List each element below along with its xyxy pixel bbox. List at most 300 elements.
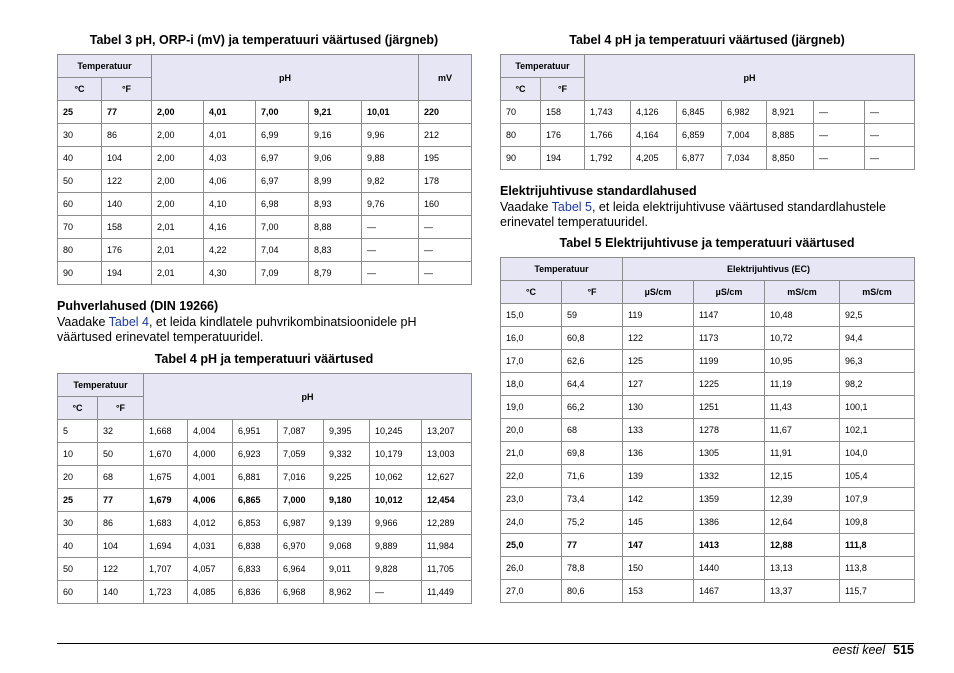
table-cell: 6,970 — [278, 535, 324, 558]
table-cell: 18,0 — [501, 373, 562, 396]
table-cell: — — [362, 262, 419, 285]
table-cell: 8,99 — [309, 170, 362, 193]
table-row — [501, 101, 915, 124]
table-row — [58, 147, 472, 170]
table-cell: 145 — [623, 511, 694, 534]
table-cell: 176 — [102, 239, 152, 262]
page-number: 515 — [893, 643, 914, 657]
table-cell: 60,8 — [562, 327, 623, 350]
table-cell: 109,8 — [840, 511, 915, 534]
table-cell: 27,0 — [501, 580, 562, 603]
ec-paragraph — [500, 200, 914, 230]
table-cell: 130 — [623, 396, 694, 419]
table-cell: 8,93 — [309, 193, 362, 216]
table-cell: 7,087 — [278, 420, 324, 443]
table-cell: 1,694 — [144, 535, 188, 558]
table-cell: 6,97 — [256, 147, 309, 170]
table4b-head-fahrenheit: °F — [541, 78, 585, 101]
table-cell: 8,885 — [767, 124, 814, 147]
table5-head-fahrenheit: °F — [562, 281, 623, 304]
buffers-heading: Puhverlahused (DIN 19266) — [57, 299, 219, 313]
table-row — [501, 511, 915, 534]
table-cell: 4,000 — [188, 443, 233, 466]
table-cell: 19,0 — [501, 396, 562, 419]
table-cell: 25 — [58, 101, 102, 124]
table-cell: 25,0 — [501, 534, 562, 557]
buffers-text-after: , et leida kindlatele puhvrikombinatsioonidele pH väärtused erinevatel temperatuuridel. — [57, 315, 417, 344]
table5-head-temperature: Temperatuur — [501, 258, 623, 281]
table-cell: 6,99 — [256, 124, 309, 147]
tabel4-link[interactable]: Tabel 4 — [108, 315, 149, 329]
table-cell: 4,012 — [188, 512, 233, 535]
table-cell: 6,859 — [677, 124, 722, 147]
table4b-head-ph: pH — [585, 55, 915, 101]
table-cell: 4,01 — [204, 101, 256, 124]
table-cell: 2,00 — [152, 193, 204, 216]
table-cell: 1225 — [694, 373, 765, 396]
table-cell: — — [419, 239, 472, 262]
table-cell: 2,01 — [152, 216, 204, 239]
table-cell: 6,853 — [233, 512, 278, 535]
table-row — [501, 419, 915, 442]
table5-head-ec: Elektrijuhtivus (EC) — [623, 258, 915, 281]
table-cell: 12,64 — [765, 511, 840, 534]
table-cell: 11,43 — [765, 396, 840, 419]
table-cell: 66,2 — [562, 396, 623, 419]
table-cell: 4,03 — [204, 147, 256, 170]
table-cell: 15,0 — [501, 304, 562, 327]
table-cell: 22,0 — [501, 465, 562, 488]
table-cell: 122 — [623, 327, 694, 350]
table-cell: 9,332 — [324, 443, 370, 466]
table-cell: — — [362, 216, 419, 239]
table-cell: 1332 — [694, 465, 765, 488]
table-row — [58, 193, 472, 216]
table-cell: 50 — [98, 443, 144, 466]
table-cell: 6,877 — [677, 147, 722, 170]
table-cell: 1,679 — [144, 489, 188, 512]
buffers-text-before: Vaadake — [57, 315, 109, 329]
table-cell: 212 — [419, 124, 472, 147]
table-cell: 10,012 — [370, 489, 422, 512]
table-cell: 140 — [102, 193, 152, 216]
table-cell: 73,4 — [562, 488, 623, 511]
table-cell: 142 — [623, 488, 694, 511]
table-cell: 150 — [623, 557, 694, 580]
table5-head-mscm-1: mS/cm — [765, 281, 840, 304]
table-cell: 1,707 — [144, 558, 188, 581]
table-cell: 13,13 — [765, 557, 840, 580]
table-cell: 4,057 — [188, 558, 233, 581]
table-row — [501, 373, 915, 396]
table-row — [501, 124, 915, 147]
table5-head-uscm-2: µS/cm — [694, 281, 765, 304]
footer-language: eesti keel — [832, 643, 886, 657]
table-cell: 176 — [541, 124, 585, 147]
table-cell: 20,0 — [501, 419, 562, 442]
table3-head-celsius: °C — [58, 78, 102, 101]
table-cell: 64,4 — [562, 373, 623, 396]
tabel5-link[interactable]: Tabel 5 — [551, 200, 592, 214]
table-row — [58, 512, 472, 535]
table-cell: 9,225 — [324, 466, 370, 489]
table-cell: 23,0 — [501, 488, 562, 511]
table-cell: 96,3 — [840, 350, 915, 373]
table-cell: 1,675 — [144, 466, 188, 489]
table-cell: 133 — [623, 419, 694, 442]
table-cell: 10,245 — [370, 420, 422, 443]
table-cell: 11,91 — [765, 442, 840, 465]
table5-body — [501, 304, 915, 603]
table-row — [58, 420, 472, 443]
table-cell: 6,865 — [233, 489, 278, 512]
table-cell: 1173 — [694, 327, 765, 350]
table-cell: — — [814, 147, 865, 170]
table-cell: 2,00 — [152, 147, 204, 170]
table-row — [58, 558, 472, 581]
table-cell: 6,987 — [278, 512, 324, 535]
table-cell: 2,00 — [152, 170, 204, 193]
table4-head-fahrenheit: °F — [98, 397, 144, 420]
table-cell: 68 — [562, 419, 623, 442]
table-cell: 4,004 — [188, 420, 233, 443]
table-cell: 6,838 — [233, 535, 278, 558]
table-cell: 7,059 — [278, 443, 324, 466]
table-cell: 105,4 — [840, 465, 915, 488]
table-cell: 1413 — [694, 534, 765, 557]
table-cell: 8,83 — [309, 239, 362, 262]
table-cell: 30 — [58, 124, 102, 147]
table-cell: 9,011 — [324, 558, 370, 581]
table-cell: 2,01 — [152, 262, 204, 285]
table-cell: — — [865, 101, 915, 124]
table-cell: 12,88 — [765, 534, 840, 557]
table3-head-temperature: Temperatuur — [58, 55, 152, 78]
table-cell: 104,0 — [840, 442, 915, 465]
table-cell: 139 — [623, 465, 694, 488]
table-cell: 9,828 — [370, 558, 422, 581]
table-cell: 86 — [102, 124, 152, 147]
ec-text-before: Vaadake — [500, 200, 552, 214]
table-row — [58, 489, 472, 512]
table-cell: 9,88 — [362, 147, 419, 170]
table-cell: 4,22 — [204, 239, 256, 262]
table-cell: 1386 — [694, 511, 765, 534]
table-cell: 9,139 — [324, 512, 370, 535]
table-cell: 1305 — [694, 442, 765, 465]
table-cell: 4,006 — [188, 489, 233, 512]
table-cell: 25 — [58, 489, 98, 512]
table-cell: 8,962 — [324, 581, 370, 604]
table-cell: 77 — [562, 534, 623, 557]
table-cell: 80 — [501, 124, 541, 147]
table-cell: 4,205 — [631, 147, 677, 170]
table3-head-ph: pH — [152, 55, 419, 101]
table-cell: 4,031 — [188, 535, 233, 558]
table-cell: 6,964 — [278, 558, 324, 581]
table-cell: 7,016 — [278, 466, 324, 489]
table3-body — [58, 101, 472, 285]
table-cell: 10,062 — [370, 466, 422, 489]
table4b-head-celsius: °C — [501, 78, 541, 101]
table-cell: 50 — [58, 558, 98, 581]
table-cell: 71,6 — [562, 465, 623, 488]
table-cell: 1278 — [694, 419, 765, 442]
table-cell: 1467 — [694, 580, 765, 603]
table5-head-uscm-1: µS/cm — [623, 281, 694, 304]
table-cell: 13,207 — [422, 420, 472, 443]
table-cell: 32 — [98, 420, 144, 443]
table-cell: 11,705 — [422, 558, 472, 581]
table5-head-celsius: °C — [501, 281, 562, 304]
table-cell: 8,88 — [309, 216, 362, 239]
table-cell: 195 — [419, 147, 472, 170]
table4b-head-temperature: Temperatuur — [501, 55, 585, 78]
table-cell: 9,068 — [324, 535, 370, 558]
table-cell: 10,72 — [765, 327, 840, 350]
table-cell: 17,0 — [501, 350, 562, 373]
table-cell: 100,1 — [840, 396, 915, 419]
table5-caption: Tabel 5 Elektrijuhtivuse ja temperatuuri väärtused — [559, 236, 855, 250]
table-cell: 11,449 — [422, 581, 472, 604]
table-row — [501, 488, 915, 511]
table-cell: 10 — [58, 443, 98, 466]
table-cell: 6,97 — [256, 170, 309, 193]
table-cell: 7,00 — [256, 101, 309, 124]
table-cell: — — [370, 581, 422, 604]
table-cell: 7,04 — [256, 239, 309, 262]
table-cell: 4,126 — [631, 101, 677, 124]
table-cell: 75,2 — [562, 511, 623, 534]
table-cell: — — [814, 124, 865, 147]
table3-head-fahrenheit: °F — [102, 78, 152, 101]
table-cell: 8,850 — [767, 147, 814, 170]
table-cell: 7,034 — [722, 147, 767, 170]
table-cell: — — [419, 262, 472, 285]
table-cell: 4,001 — [188, 466, 233, 489]
table-row — [501, 304, 915, 327]
table3-head-mv: mV — [419, 55, 472, 101]
table-cell: 10,48 — [765, 304, 840, 327]
table-cell: 6,881 — [233, 466, 278, 489]
table-cell: 153 — [623, 580, 694, 603]
table-cell: — — [419, 216, 472, 239]
table-cell: 7,00 — [256, 216, 309, 239]
table-cell: — — [865, 124, 915, 147]
ec-heading: Elektrijuhtivuse standardlahused — [500, 184, 697, 198]
table-cell: 4,164 — [631, 124, 677, 147]
table-cell: 9,76 — [362, 193, 419, 216]
table-cell: 115,7 — [840, 580, 915, 603]
table4-body — [58, 420, 472, 604]
table-cell: 1,792 — [585, 147, 631, 170]
table-cell: 6,845 — [677, 101, 722, 124]
table-cell: 9,180 — [324, 489, 370, 512]
table-cell: 90 — [501, 147, 541, 170]
table4 — [57, 373, 472, 604]
table-cell: 6,98 — [256, 193, 309, 216]
table-cell: 12,39 — [765, 488, 840, 511]
table-cell: 20 — [58, 466, 98, 489]
table-cell: 4,10 — [204, 193, 256, 216]
table-cell: 4,085 — [188, 581, 233, 604]
table-cell: 86 — [98, 512, 144, 535]
table-cell: 127 — [623, 373, 694, 396]
table-cell: 9,96 — [362, 124, 419, 147]
table-row — [58, 466, 472, 489]
table-cell: 107,9 — [840, 488, 915, 511]
table-cell: 68 — [98, 466, 144, 489]
footer-rule — [57, 643, 914, 644]
table-cell: 194 — [541, 147, 585, 170]
table4-head-ph: pH — [144, 374, 472, 420]
table-cell: 12,627 — [422, 466, 472, 489]
table-cell: 1,723 — [144, 581, 188, 604]
table-cell: 70 — [58, 216, 102, 239]
table-cell: 98,2 — [840, 373, 915, 396]
table-cell: 160 — [419, 193, 472, 216]
table-cell: 220 — [419, 101, 472, 124]
table-cell: 40 — [58, 147, 102, 170]
table-row — [58, 581, 472, 604]
table-cell: 1440 — [694, 557, 765, 580]
table-cell: — — [814, 101, 865, 124]
table-cell: 12,15 — [765, 465, 840, 488]
table-cell: 90 — [58, 262, 102, 285]
table-cell: 13,37 — [765, 580, 840, 603]
table-cell: — — [362, 239, 419, 262]
table-cell: 4,06 — [204, 170, 256, 193]
table-cell: 122 — [98, 558, 144, 581]
table-cell: 4,16 — [204, 216, 256, 239]
table-cell: 2,01 — [152, 239, 204, 262]
table-cell: 147 — [623, 534, 694, 557]
ec-text-after: , et leida elektrijuhtivuse väärtused standardlahustele erinevatel temperatuuridel. — [500, 200, 886, 229]
table-cell: 2,00 — [152, 124, 204, 147]
table-cell: 80,6 — [562, 580, 623, 603]
table-cell: 6,833 — [233, 558, 278, 581]
table-row — [58, 239, 472, 262]
table-cell: 60 — [58, 193, 102, 216]
table-cell: 113,8 — [840, 557, 915, 580]
table-cell: 12,454 — [422, 489, 472, 512]
table-cell: 77 — [98, 489, 144, 512]
table-cell: 102,1 — [840, 419, 915, 442]
table-cell: 26,0 — [501, 557, 562, 580]
table-row — [58, 101, 472, 124]
table-cell: 119 — [623, 304, 694, 327]
table-cell: 69,8 — [562, 442, 623, 465]
table5 — [500, 257, 915, 603]
table-cell: 10,01 — [362, 101, 419, 124]
table-cell: 62,6 — [562, 350, 623, 373]
table-cell: 7,000 — [278, 489, 324, 512]
table-row — [501, 350, 915, 373]
table-cell: 1,743 — [585, 101, 631, 124]
table-row — [501, 396, 915, 419]
table-cell: 7,004 — [722, 124, 767, 147]
table-cell: 30 — [58, 512, 98, 535]
table-cell: 1,683 — [144, 512, 188, 535]
table-cell: 10,179 — [370, 443, 422, 466]
table4-caption: Tabel 4 pH ja temperatuuri väärtused — [154, 352, 374, 366]
table-cell: 136 — [623, 442, 694, 465]
table-cell: 194 — [102, 262, 152, 285]
table-cell: 1,668 — [144, 420, 188, 443]
table-cell: 6,968 — [278, 581, 324, 604]
table-cell: 59 — [562, 304, 623, 327]
table-cell: 9,21 — [309, 101, 362, 124]
table-row — [501, 580, 915, 603]
table-cell: 9,16 — [309, 124, 362, 147]
table-cell: 80 — [58, 239, 102, 262]
table3-caption: Tabel 3 pH, ORP-i (mV) ja temperatuuri väärtused (järgneb) — [89, 33, 439, 47]
table-cell: 12,289 — [422, 512, 472, 535]
table-cell: 8,921 — [767, 101, 814, 124]
table-row — [58, 216, 472, 239]
table-cell: 9,966 — [370, 512, 422, 535]
table-cell: 21,0 — [501, 442, 562, 465]
table-cell: 70 — [501, 101, 541, 124]
table-cell: 40 — [58, 535, 98, 558]
table-cell: 6,836 — [233, 581, 278, 604]
table-cell: 4,30 — [204, 262, 256, 285]
table-cell: 8,79 — [309, 262, 362, 285]
table-cell: 122 — [102, 170, 152, 193]
table-cell: 140 — [98, 581, 144, 604]
table-row — [58, 124, 472, 147]
table-cell: 104 — [98, 535, 144, 558]
table-cell: 6,923 — [233, 443, 278, 466]
table-cell: 7,09 — [256, 262, 309, 285]
footer — [832, 643, 914, 657]
table-cell: 5 — [58, 420, 98, 443]
table-row — [58, 170, 472, 193]
table-cell: 1,766 — [585, 124, 631, 147]
table-cell: 92,5 — [840, 304, 915, 327]
table-cell: 6,951 — [233, 420, 278, 443]
table-cell: 1199 — [694, 350, 765, 373]
table-cell: 1147 — [694, 304, 765, 327]
table-cell: 11,19 — [765, 373, 840, 396]
table-row — [58, 535, 472, 558]
table-cell: 13,003 — [422, 443, 472, 466]
table-cell: 77 — [102, 101, 152, 124]
table-cell: 4,01 — [204, 124, 256, 147]
table-row — [501, 147, 915, 170]
buffers-paragraph — [57, 315, 452, 345]
table-cell: 11,67 — [765, 419, 840, 442]
table-cell: 125 — [623, 350, 694, 373]
table5-head-mscm-2: mS/cm — [840, 281, 915, 304]
table-cell: 9,06 — [309, 147, 362, 170]
table-cell: 16,0 — [501, 327, 562, 350]
table-cell: 9,889 — [370, 535, 422, 558]
table-cell: 1359 — [694, 488, 765, 511]
table-cell: 50 — [58, 170, 102, 193]
table-cell: 24,0 — [501, 511, 562, 534]
table-row — [58, 262, 472, 285]
table-cell: 9,82 — [362, 170, 419, 193]
table-row — [501, 442, 915, 465]
table-row — [501, 557, 915, 580]
table4b-body — [501, 101, 915, 170]
table-cell: 178 — [419, 170, 472, 193]
table-cell: 104 — [102, 147, 152, 170]
table-cell: 60 — [58, 581, 98, 604]
table3 — [57, 54, 472, 285]
table4b-caption: Tabel 4 pH ja temperatuuri väärtused (järgneb) — [569, 33, 845, 47]
